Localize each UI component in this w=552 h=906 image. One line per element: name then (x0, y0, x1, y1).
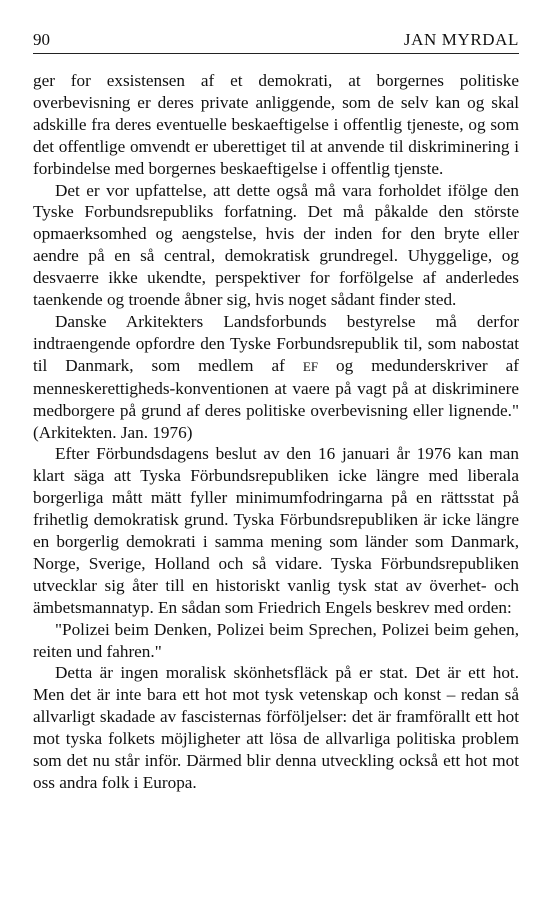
running-title: JAN MYRDAL (403, 30, 519, 49)
paragraph: Detta är ingen moralisk skönhetsfläck på er stat. Det är ett hot. Men det är inte bara ett hot mot tysk vetenskap och konst – redan så allvarligt skadade av fascisternas förföljelser: det är framförallt ett hot mot tyska folkets möjligheter att lösa de allvarliga politiska problem som det nu står inför. Därmed blir denna utveckling också ett hot mot oss andra folk i Europa. (33, 663, 519, 792)
page-number: 90 (33, 30, 50, 49)
abbreviation: EF (302, 358, 319, 374)
paragraph (33, 311, 519, 443)
book-page (33, 30, 519, 794)
paragraph: Det er vor upfattelse, att dette også må vara forholdet ifölge den Tyske Forbundsrepubliks forfatning. Det må påkalde den störste opmaerksomhed og aengstelse, hvis der inden for den bryte eller aendre på en så central, demokratisk grundregel. Uhyggelige, og desvaerre ikke ukendte, perspektiver for forfölgelse af anderledes taenkende og troende åbner sig, hvis noget sådant finder sted. (33, 180, 519, 310)
paragraph-text: og medunderskriver af menneskerettigheds-konventionen at vaere på vagt på at diskriminere medborgere på grund af deres politiske overbevisning eller lignende." (Arkitekten. Jan. 1976) (33, 355, 519, 442)
body-text (33, 70, 519, 794)
paragraph-text: Danske Arkitekters Landsforbunds bestyrelse må derfor indtraengende opfordre den Tyske Forbundsrepublik til, som nabostat til Danmark, som medlem af (33, 311, 519, 375)
running-header (33, 30, 519, 54)
quotation: "Polizei beim Denken, Polizei beim Sprechen, Polizei beim gehen, reiten und fahren." (33, 619, 519, 661)
paragraph: Efter Förbundsdagens beslut av den 16 januari år 1976 kan man klart säga att Tyska Förbundsrepubliken icke längre med liberala borgerliga mått mätt fyller minimumfodringarna på en rättsstat på frihetlig demokratisk grund. Tyska Förbundsrepubliken är icke längre en borgerlig demokrati i samma mening som länder som Danmark, Norge, Sverige, Holland och så vidare. Tyska Förbundsrepubliken utvecklar sig åter till en historiskt vanlig tysk stat av överhet- och ämbetsmannatyp. En sådan som Friedrich Engels beskrev med orden: (33, 444, 519, 617)
paragraph: ger for exsistensen af et demokrati, at borgernes politiske overbevisning er deres private anliggende, som de selv kan og skal adskille fra deres eventuelle beskaeftigelse i offentlig tjeneste, og som det offentlige omvendt er uberettiget til at anvende til diskriminering i forbindelse med borgernes beskaeftigelse i offentlig tjenste. (33, 71, 519, 178)
